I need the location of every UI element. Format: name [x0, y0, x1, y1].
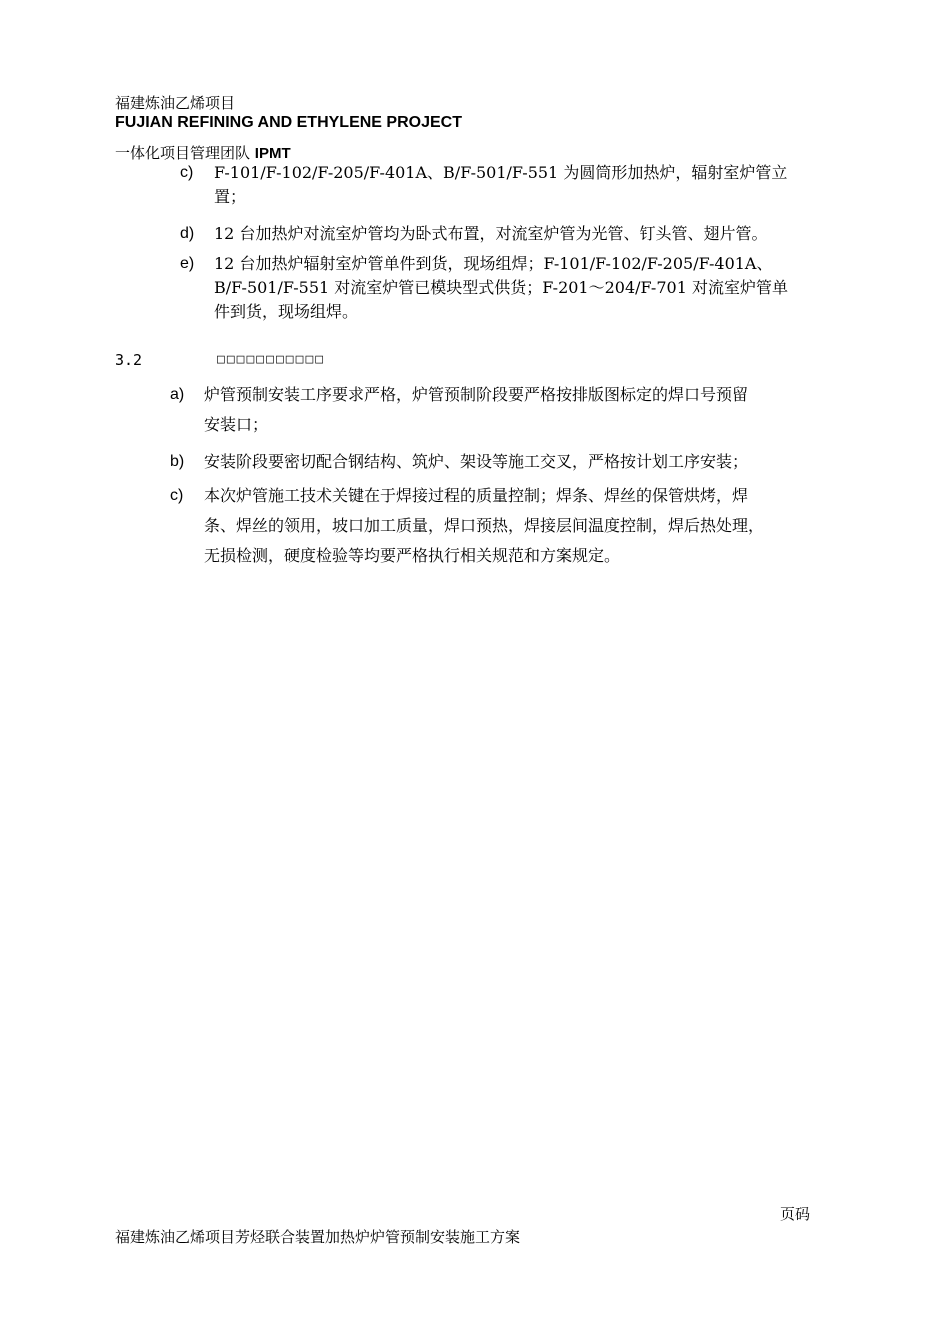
section-title: □□□□□□□□□□□: [217, 352, 326, 367]
header-team-cn: 一体化项目管理团队: [115, 144, 251, 162]
list-item-line: 条、焊丝的领用，坡口加工质量，焊口预热，焊接层间温度控制，焊后热处理，: [204, 516, 765, 535]
footer-page-label: 页码: [780, 1205, 811, 1223]
list-item-line: F-101/F-102/F-205/F-401A、B/F-501/F-551 为圆筒形加热炉，辐射室炉管立: [214, 163, 788, 182]
list-item-c2: [170, 484, 880, 574]
list-item-line: 本次炉管施工技术关键在于焊接过程的质量控制；焊条、焊丝的保管烘烤，焊: [204, 486, 749, 505]
list-item-line: 无损检测，硬度检验等均要严格执行相关规范和方案规定。: [204, 546, 621, 565]
footer-doc-title: 福建炼油乙烯项目芳烃联合装置加热炉炉管预制安装施工方案: [115, 1228, 521, 1246]
list-item-label: a): [170, 386, 185, 403]
header-project-en: FUJIAN REFINING AND ETHYLENE PROJECT: [115, 114, 462, 131]
list-item-line: B/F-501/F-551 对流室炉管已模块型式供货；F-201～204/F-701 对流室炉管单: [214, 278, 788, 297]
section-number: 3.2: [115, 351, 143, 369]
list-item-e: [180, 252, 880, 324]
list-item-label: e): [180, 255, 195, 272]
list-item-a: [170, 383, 880, 443]
list-item-line: 安装阶段要密切配合钢结构、筑炉、架设等施工交叉，严格按计划工序安装；: [204, 452, 749, 471]
list-item-line: 置；: [214, 187, 247, 206]
list-item-line: 12 台加热炉对流室炉管均为卧式布置，对流室炉管为光管、钉头管、翅片管。: [214, 224, 768, 243]
list-item-line: 炉管预制安装工序要求严格，炉管预制阶段要严格按排版图标定的焊口号预留: [204, 385, 749, 404]
list-item-label: c): [170, 487, 184, 504]
list-item-label: c): [180, 164, 194, 181]
header-team-en: IPMT: [254, 145, 291, 162]
list-item-line: 12 台加热炉辐射室炉管单件到货，现场组焊；F-101/F-102/F-205/F-401A、: [214, 254, 773, 273]
list-item-label: d): [180, 225, 195, 242]
header-project-cn: 福建炼油乙烯项目: [115, 94, 236, 112]
list-item-d: [180, 222, 880, 246]
list-item-b: [170, 450, 880, 480]
list-item-line: 件到货，现场组焊。: [214, 302, 359, 321]
list-item-label: b): [170, 453, 185, 470]
list-item-line: 安装口；: [204, 415, 269, 434]
list-item-c: [180, 161, 880, 209]
